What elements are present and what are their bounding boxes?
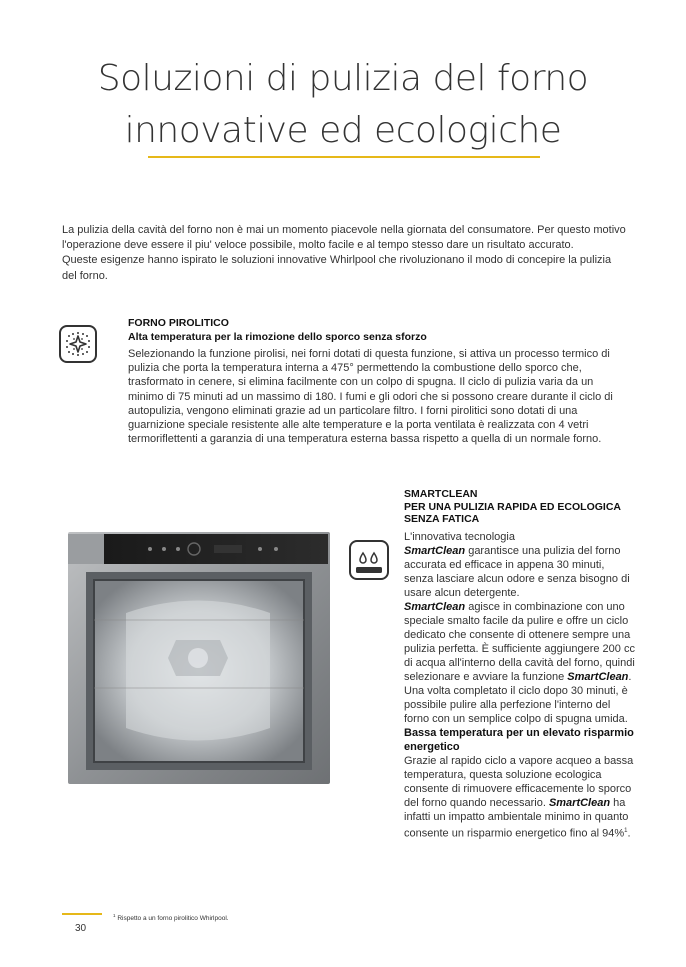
footnote-marker: 1: [624, 828, 628, 834]
smartclean-p3-rest: ha infatti un impatto ambientale minimo in quanto consente un risparmio energetico fino al 94%: [404, 797, 629, 840]
oven-steam-image: [64, 528, 332, 786]
footnote-number: 1: [113, 913, 116, 918]
footnote-text: Rispetto a un forno pirolitico Whirlpool.: [115, 915, 229, 923]
steam-clean-icon: [349, 540, 389, 580]
title-underline: [148, 156, 540, 158]
smartclean-title-1: SMARTCLEAN: [404, 488, 478, 500]
footnote-divider: [62, 913, 102, 915]
smartclean-brand: SmartClean: [404, 545, 466, 557]
smartclean-p2-end: . Una volta completato il ciclo dopo 30 minuti, è possibile pulire alla perfezione l'interno del forno con un semplice colpo di spugna umida.: [404, 671, 632, 725]
smartclean-intro: L'innovativa tecnologia: [404, 531, 515, 543]
smartclean-title-3: SENZA FATICA: [404, 513, 480, 525]
smartclean-body: [404, 530, 636, 841]
smartclean-title-2: PER UNA PULIZIA RAPIDA ED ECOLOGICA: [404, 500, 622, 513]
page-title-line-2: innovative ed ecologiche: [124, 110, 562, 151]
smartclean-p3-end: .: [627, 827, 631, 840]
pyrolytic-title: FORNO PIROLITICO: [128, 317, 229, 329]
intro-paragraph: [62, 223, 628, 284]
page-number: 30: [75, 923, 87, 934]
smartclean-subhead: Bassa temperatura per un elevato risparmio energetico: [404, 727, 634, 753]
footnote: [113, 913, 229, 922]
smartclean-brand: SmartClean: [548, 797, 611, 809]
pyrolytic-heading: [128, 316, 628, 344]
smartclean-p3: Grazie al rapido ciclo a vapore acqueo a bassa temperatura, questa soluzione ecologica consente di rimuovere efficacemente lo sporco del forno quando necessario.: [404, 755, 634, 809]
pyrolytic-clean-icon: [59, 325, 97, 363]
pyrolytic-subtitle: Alta temperatura per la rimozione dello sporco senza sforzo: [128, 331, 427, 343]
pyrolytic-body: Selezionando la funzione pirolisi, nei forni dotati di questa funzione, si attiva un processo termico di pulizia che porta la temperatura interna a 475° permettendo la combustione dello sporco che, trasformato in cenere, si elimina facilmente con un colpo di spugna. Il ciclo di pulizia varia da un minimo di 75 minuti ad un massimo di 180. I fumi e gli odori che si possono creare durante il ciclo di autopulizia, vengono eliminati grazie ad un particolare filtro. I forni pirolitici sono dotati di una guarnizione speciale resistente alle alte temperature e la porta ventilata è realizzata con 4 vetri termoriflettenti a garanzia di una temperatura esterna bassa rispetto a quella di un normale forno.: [128, 348, 613, 446]
smartclean-brand: SmartClean: [404, 601, 466, 613]
smartclean-brand: SmartClean: [567, 671, 629, 683]
smartclean-p2: agisce in combinazione con uno speciale smalto facile da pulire e offre un ciclo dedicato che consente di ottenere sempre una pulizia perfetta. È sufficiente aggiungere 200 cc di acqua all'interno della cavità del forno, quindi selezionare e avviare la funzione: [404, 601, 635, 683]
page-title-line-1: Soluzioni di pulizia del forno: [97, 58, 589, 99]
intro-text-2: Queste esigenze hanno ispirato le soluzioni innovative Whirlpool che rivoluzionano il modo di concepire la pulizia del forno.: [62, 254, 612, 282]
smartclean-p1: garantisce una pulizia del forno accurata ed efficace in appena 30 minuti, senza lasciare alcun odore e senza bisogno di usare alcun detergente.: [404, 545, 630, 599]
smartclean-heading: [404, 488, 644, 526]
intro-text-1: La pulizia della cavità del forno non è mai un momento piacevole nella giornata del consumatore. Per questo motivo l'operazione deve essere il piu' veloce possibile, molto facile e al tempo stesso dare un risultato accurato.: [62, 224, 626, 252]
